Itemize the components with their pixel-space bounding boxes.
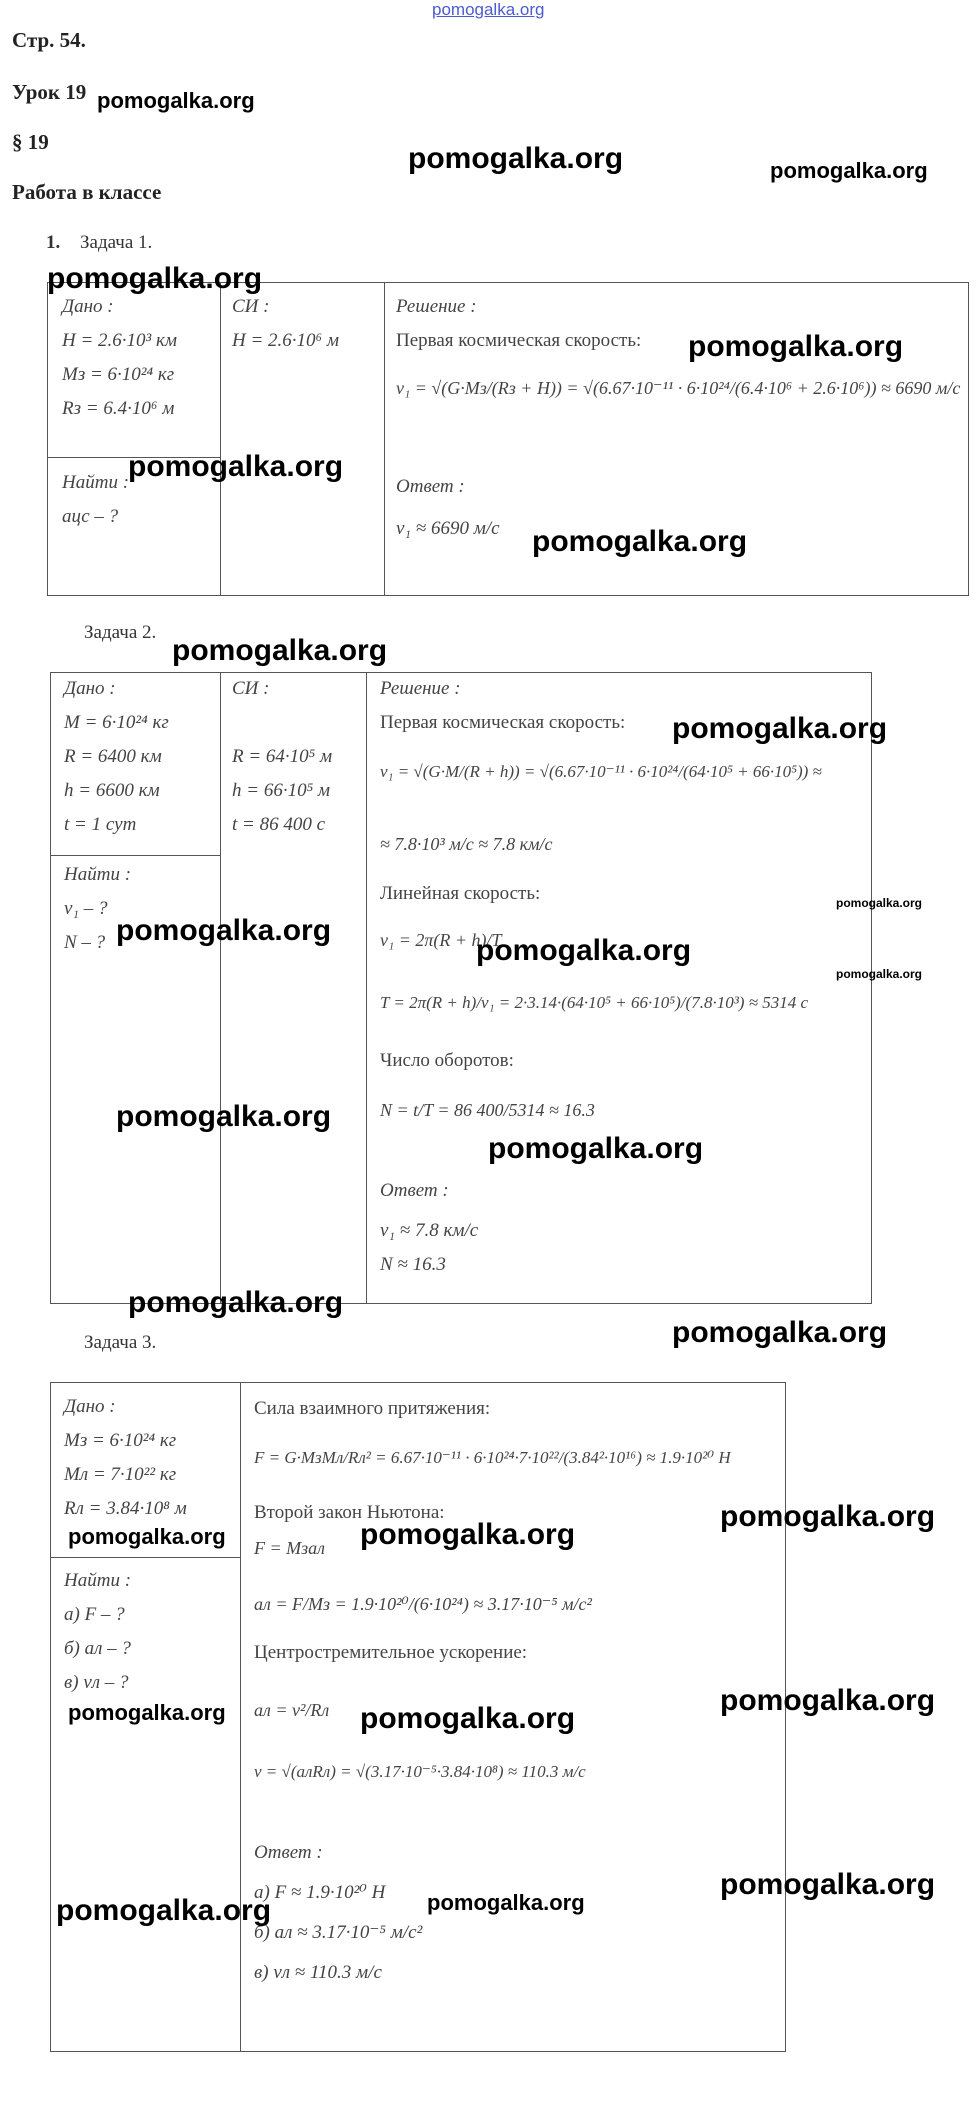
lesson-title: Урок 19 xyxy=(12,80,87,104)
watermark: pomogalka.org xyxy=(68,1700,226,1725)
task2-linear-label: Линейная скорость: xyxy=(380,883,541,904)
task2-title: Задача 2. xyxy=(84,622,157,643)
task2-given xyxy=(64,672,169,842)
task3-title: Задача 3. xyxy=(84,1332,157,1353)
task2-solution xyxy=(380,672,625,740)
section-title: Работа в классе xyxy=(12,180,162,204)
task1-answer-label: Ответ : xyxy=(396,476,465,497)
task3-answer-0: а) F ≈ 1.9·10²⁰ Н xyxy=(254,1882,386,1903)
task3-formula4: aл = v²/Rл xyxy=(254,1700,330,1720)
task2-speed-label: Первая космическая скорость: xyxy=(380,712,626,733)
task2-given-0: M = 6·10²⁴ кг xyxy=(64,712,169,733)
watermark: pomogalka.org xyxy=(720,1868,936,1901)
task2-divider-2 xyxy=(366,672,367,1304)
task2-answer-0: v₁ ≈ 7.8 км/с xyxy=(380,1220,479,1241)
task1-answer-0: v₁ ≈ 6690 м/с xyxy=(396,518,500,539)
task3-answer-1: б) aл ≈ 3.17·10⁻⁵ м/с² xyxy=(254,1922,423,1943)
task1-solution xyxy=(396,290,641,358)
site-link[interactable]: pomogalka.org xyxy=(432,0,545,19)
task2-dano-label: Дано : xyxy=(64,678,116,699)
task1-number: 1. xyxy=(46,232,61,253)
watermark: pomogalka.org xyxy=(56,1894,272,1927)
watermark: pomogalka.org xyxy=(836,896,923,910)
watermark: pomogalka.org xyxy=(360,1518,576,1551)
task3-divider-1 xyxy=(240,1382,241,2052)
watermark: pomogalka.org xyxy=(476,934,692,967)
task1-find-0: aцс – ? xyxy=(62,506,119,527)
task3-attraction-label: Сила взаимного притяжения: xyxy=(254,1398,491,1419)
task3-find-label: Найти : xyxy=(64,1570,132,1591)
task3-centripetal-label: Центростремительное ускорение: xyxy=(254,1642,528,1663)
watermark: pomogalka.org xyxy=(770,158,928,183)
task2-answer xyxy=(380,1174,478,1282)
task3-find-2: в) vл – ? xyxy=(64,1672,129,1693)
watermark: pomogalka.org xyxy=(97,88,255,113)
task3-find xyxy=(64,1564,131,1700)
task3-answer xyxy=(254,1836,422,1990)
task2-si-1: h = 66·10⁵ м xyxy=(232,780,331,801)
task2-given-1: R = 6400 км xyxy=(64,746,162,767)
watermark: pomogalka.org xyxy=(672,1316,888,1349)
task2-find-0: v₁ – ? xyxy=(64,898,108,919)
task2-formula3: T = 2π(R + h)/v₁ = 2·3.14·(64·10⁵ + 66·10⁵)/(7.8·10³) ≈ 5314 с xyxy=(380,993,809,1012)
watermark: pomogalka.org xyxy=(688,330,904,363)
page-number: Стр. 54. xyxy=(12,28,86,52)
task2-si-2: t = 86 400 с xyxy=(232,814,326,835)
task1-given-2: Rз = 6.4·10⁶ м xyxy=(62,398,175,419)
task3-formula5: v = √(aлRл) = √(3.17·10⁻⁵·3.84·10⁸) ≈ 110.3 м/с xyxy=(254,1762,586,1781)
task2-find-label: Найти : xyxy=(64,864,132,885)
task1-given-0: H = 2.6·10³ км xyxy=(62,330,178,351)
task3-given-2: Rл = 3.84·10⁸ м xyxy=(64,1498,187,1519)
watermark: pomogalka.org xyxy=(172,634,388,667)
watermark: pomogalka.org xyxy=(836,967,923,981)
task3-answer-2: в) vл ≈ 110.3 м/с xyxy=(254,1962,382,1983)
task1-find-label: Найти : xyxy=(62,472,130,493)
task1-si-0: H = 2.6·10⁶ м xyxy=(232,330,340,351)
watermark: pomogalka.org xyxy=(116,1100,332,1133)
task1-formula: v₁ = √(G·Mз/(Rз + H)) = √(6.67·10⁻¹¹ · 6·10²⁴/(6.4·10⁶ + 2.6·10⁶)) ≈ 6690 м/с xyxy=(396,378,961,398)
task2-formula1b: ≈ 7.8·10³ м/с ≈ 7.8 км/с xyxy=(380,834,553,854)
task1-speed-label: Первая космическая скорость: xyxy=(396,330,642,351)
task1-si-label: СИ : xyxy=(232,296,270,317)
task3-find-0: а) F – ? xyxy=(64,1604,125,1625)
watermark: pomogalka.org xyxy=(427,1890,585,1915)
task1-given-1: Mз = 6·10²⁴ кг xyxy=(62,364,175,385)
task2-answer-1: N ≈ 16.3 xyxy=(380,1254,446,1275)
watermark: pomogalka.org xyxy=(68,1524,226,1549)
watermark: pomogalka.org xyxy=(128,1286,344,1319)
task3-formula1: F = G·MзMл/Rл² = 6.67·10⁻¹¹ · 6·10²⁴·7·10²²/(3.84²·10¹⁶) ≈ 1.9·10²⁰ Н xyxy=(254,1448,731,1467)
task3-divider-2 xyxy=(50,1557,240,1558)
watermark: pomogalka.org xyxy=(672,712,888,745)
task2-si-0: R = 64·10⁵ м xyxy=(232,746,333,767)
watermark: pomogalka.org xyxy=(116,914,332,947)
watermark: pomogalka.org xyxy=(532,525,748,558)
watermark: pomogalka.org xyxy=(128,450,344,483)
watermark: pomogalka.org xyxy=(360,1702,576,1735)
watermark: pomogalka.org xyxy=(720,1500,936,1533)
task2-si xyxy=(232,672,332,842)
task3-answer-label: Ответ : xyxy=(254,1842,323,1863)
task2-answer-label: Ответ : xyxy=(380,1180,449,1201)
task3-given xyxy=(64,1390,187,1526)
paragraph-title: § 19 xyxy=(12,130,49,154)
task2-solution-label: Решение : xyxy=(380,678,461,699)
watermark: pomogalka.org xyxy=(488,1132,704,1165)
task1-answer xyxy=(396,470,500,546)
task1-divider-2 xyxy=(384,282,385,596)
task2-given-2: h = 6600 км xyxy=(64,780,160,801)
task3-dano-label: Дано : xyxy=(64,1396,116,1417)
task2-given-3: t = 1 сут xyxy=(64,814,137,835)
watermark: pomogalka.org xyxy=(408,142,624,175)
task1-divider-1 xyxy=(220,282,221,596)
task3-find-1: б) aл – ? xyxy=(64,1638,131,1659)
task1-dano-label: Дано : xyxy=(62,296,114,317)
task2-formula1: v₁ = √(G·M/(R + h)) = √(6.67·10⁻¹¹ · 6·10²⁴/(64·10⁵ + 66·10⁵)) ≈ xyxy=(380,762,822,781)
task1-title: Задача 1. xyxy=(80,232,153,253)
task1-find xyxy=(62,466,129,534)
task1-si xyxy=(232,290,339,358)
task2-turns-label: Число оборотов: xyxy=(380,1050,514,1071)
task2-formula4: N = t/T = 86 400/5314 ≈ 16.3 xyxy=(380,1100,595,1120)
task3-given-0: Mз = 6·10²⁴ кг xyxy=(64,1430,177,1451)
watermark: pomogalka.org xyxy=(47,262,263,295)
watermark: pomogalka.org xyxy=(720,1684,936,1717)
task1-solution-label: Решение : xyxy=(396,296,477,317)
task2-divider-1 xyxy=(220,672,221,1304)
task2-find-1: N – ? xyxy=(64,932,106,953)
task3-formula2: F = Mзaл xyxy=(254,1538,326,1558)
task3-newton-label: Второй закон Ньютона: xyxy=(254,1502,445,1523)
task2-si-label: СИ : xyxy=(232,678,270,699)
task1-given xyxy=(62,290,177,426)
task2-formula2: v₁ = 2π(R + h)/T xyxy=(380,930,502,950)
task3-formula3: aл = F/Mз = 1.9·10²⁰/(6·10²⁴) ≈ 3.17·10⁻⁵ м/с² xyxy=(254,1594,592,1614)
task3-given-1: Mл = 7·10²² кг xyxy=(64,1464,177,1485)
task2-divider-3 xyxy=(50,855,220,856)
